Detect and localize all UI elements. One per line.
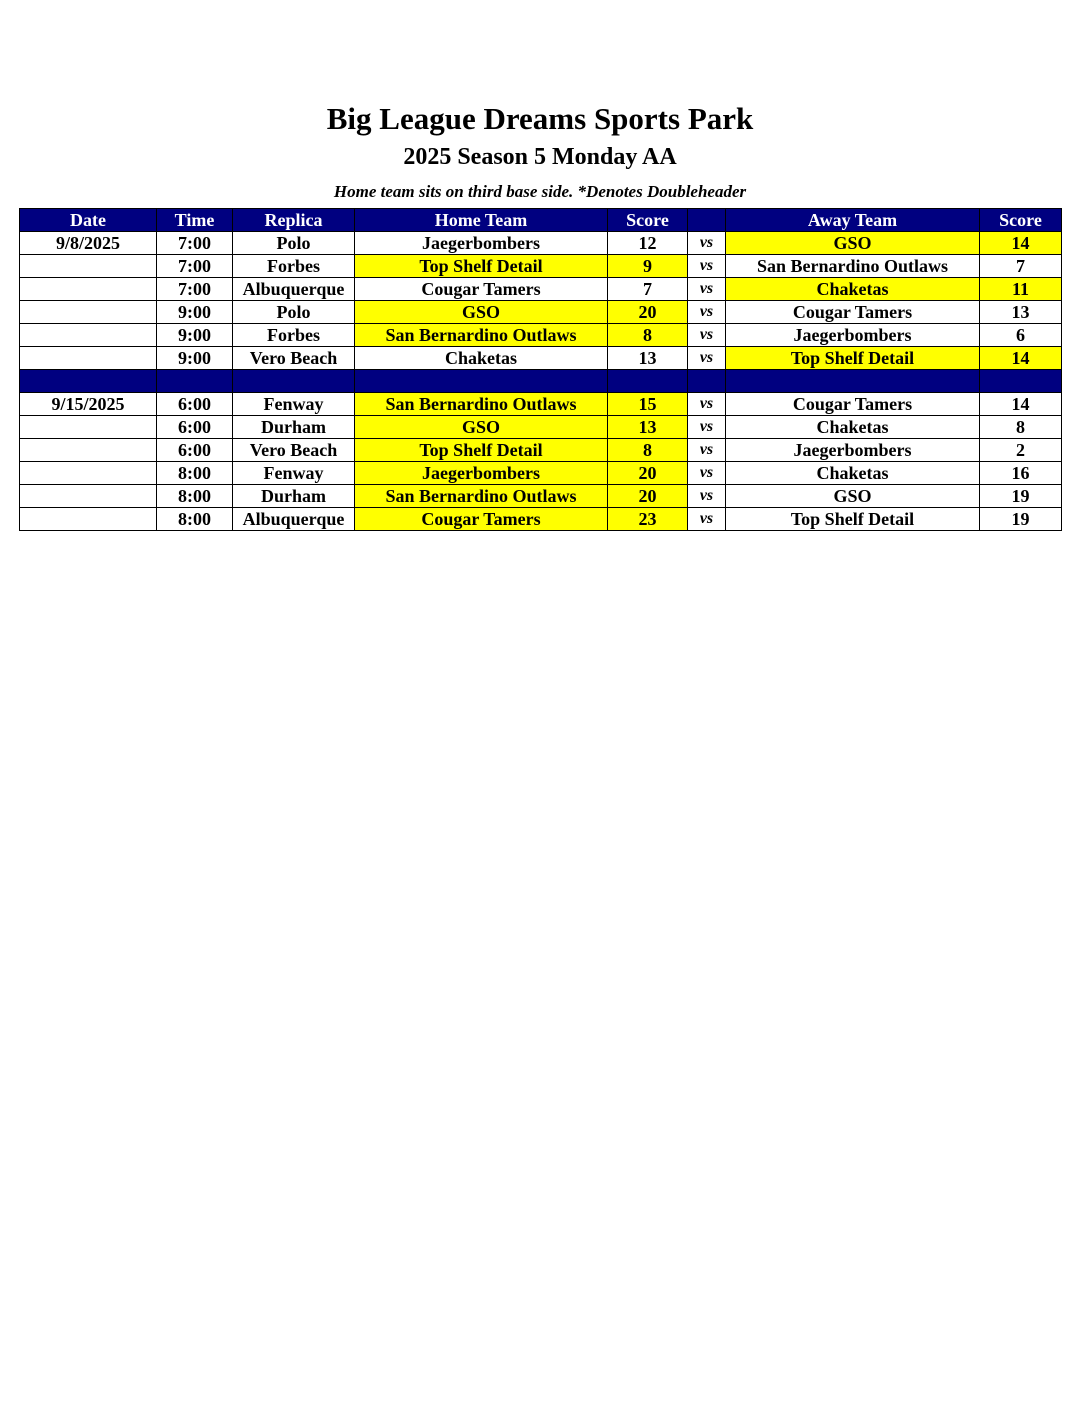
game-row: [20, 301, 1062, 324]
game-replica: Fenway: [233, 462, 355, 485]
game-replica: Albuquerque: [233, 508, 355, 531]
game-row: [20, 278, 1062, 301]
game-replica: Durham: [233, 485, 355, 508]
game-replica: Polo: [233, 301, 355, 324]
game-date: 9/8/2025: [20, 232, 157, 255]
game-row: [20, 462, 1062, 485]
game-row: [20, 416, 1062, 439]
game-row: [20, 324, 1062, 347]
game-date: [20, 255, 157, 278]
vs-label: vs: [688, 485, 726, 508]
vs-label: vs: [688, 393, 726, 416]
game-date: [20, 278, 157, 301]
week-separator-row: [20, 370, 1062, 393]
game-date: [20, 347, 157, 370]
away-score: 19: [980, 508, 1062, 531]
game-replica: Polo: [233, 232, 355, 255]
column-header-home-score: Score: [608, 209, 688, 232]
home-team: Cougar Tamers: [355, 278, 608, 301]
away-team: San Bernardino Outlaws: [726, 255, 980, 278]
home-score: 20: [608, 462, 688, 485]
vs-label: vs: [688, 347, 726, 370]
away-team: GSO: [726, 485, 980, 508]
home-team: San Bernardino Outlaws: [355, 485, 608, 508]
home-team: San Bernardino Outlaws: [355, 324, 608, 347]
vs-label: vs: [688, 278, 726, 301]
away-team: Chaketas: [726, 462, 980, 485]
vs-label: vs: [688, 301, 726, 324]
home-team: Top Shelf Detail: [355, 255, 608, 278]
away-score: 6: [980, 324, 1062, 347]
vs-label: vs: [688, 232, 726, 255]
vs-label: vs: [688, 462, 726, 485]
home-score: 7: [608, 278, 688, 301]
away-score: 14: [980, 393, 1062, 416]
home-score: 9: [608, 255, 688, 278]
away-score: 19: [980, 485, 1062, 508]
game-time: 9:00: [157, 347, 233, 370]
column-header-home-team: Home Team: [355, 209, 608, 232]
home-score: 13: [608, 416, 688, 439]
away-team: GSO: [726, 232, 980, 255]
schedule-note: Home team sits on third base side. *Denotes Doubleheader: [333, 182, 747, 201]
game-replica: Forbes: [233, 324, 355, 347]
away-score: 7: [980, 255, 1062, 278]
game-replica: Durham: [233, 416, 355, 439]
page-title: Big League Dreams Sports Park: [326, 101, 754, 136]
game-time: 9:00: [157, 301, 233, 324]
column-header-vs: [688, 209, 726, 232]
vs-label: vs: [688, 324, 726, 347]
game-date: [20, 301, 157, 324]
game-replica: Fenway: [233, 393, 355, 416]
vs-label: vs: [688, 255, 726, 278]
away-score: 14: [980, 347, 1062, 370]
home-score: 13: [608, 347, 688, 370]
home-team: Top Shelf Detail: [355, 439, 608, 462]
game-row: [20, 255, 1062, 278]
column-header-time: Time: [157, 209, 233, 232]
game-time: 6:00: [157, 416, 233, 439]
game-time: 6:00: [157, 393, 233, 416]
away-team: Top Shelf Detail: [726, 508, 980, 531]
game-time: 9:00: [157, 324, 233, 347]
away-score: 11: [980, 278, 1062, 301]
game-row: [20, 347, 1062, 370]
game-date: [20, 508, 157, 531]
home-score: 8: [608, 324, 688, 347]
away-team: Cougar Tamers: [726, 301, 980, 324]
home-score: 20: [608, 485, 688, 508]
home-team: San Bernardino Outlaws: [355, 393, 608, 416]
away-team: Jaegerbombers: [726, 439, 980, 462]
game-replica: Vero Beach: [233, 439, 355, 462]
game-date: 9/15/2025: [20, 393, 157, 416]
game-row: [20, 439, 1062, 462]
away-score: 8: [980, 416, 1062, 439]
home-team: GSO: [355, 301, 608, 324]
column-header-away-team: Away Team: [726, 209, 980, 232]
away-team: Jaegerbombers: [726, 324, 980, 347]
header-row: [20, 209, 1062, 232]
vs-label: vs: [688, 508, 726, 531]
home-team: Jaegerbombers: [355, 462, 608, 485]
game-date: [20, 485, 157, 508]
game-replica: Forbes: [233, 255, 355, 278]
game-replica: Vero Beach: [233, 347, 355, 370]
game-replica: Albuquerque: [233, 278, 355, 301]
game-time: 7:00: [157, 255, 233, 278]
game-time: 7:00: [157, 232, 233, 255]
home-score: 8: [608, 439, 688, 462]
game-date: [20, 462, 157, 485]
away-team: Top Shelf Detail: [726, 347, 980, 370]
vs-label: vs: [688, 416, 726, 439]
page-subtitle: 2025 Season 5 Monday AA: [403, 144, 677, 170]
game-time: 7:00: [157, 278, 233, 301]
game-date: [20, 324, 157, 347]
away-score: 14: [980, 232, 1062, 255]
game-time: 8:00: [157, 508, 233, 531]
column-header-replica: Replica: [233, 209, 355, 232]
home-team: Jaegerbombers: [355, 232, 608, 255]
game-row: [20, 393, 1062, 416]
home-team: Chaketas: [355, 347, 608, 370]
away-team: Chaketas: [726, 278, 980, 301]
home-score: 20: [608, 301, 688, 324]
game-row: [20, 232, 1062, 255]
schedule-table: [19, 208, 1062, 531]
game-time: 6:00: [157, 439, 233, 462]
away-team: Cougar Tamers: [726, 393, 980, 416]
home-score: 15: [608, 393, 688, 416]
away-score: 2: [980, 439, 1062, 462]
away-score: 16: [980, 462, 1062, 485]
game-time: 8:00: [157, 462, 233, 485]
home-team: Cougar Tamers: [355, 508, 608, 531]
vs-label: vs: [688, 439, 726, 462]
column-header-away-score: Score: [980, 209, 1062, 232]
away-team: Chaketas: [726, 416, 980, 439]
game-time: 8:00: [157, 485, 233, 508]
game-row: [20, 508, 1062, 531]
game-date: [20, 439, 157, 462]
away-score: 13: [980, 301, 1062, 324]
home-team: GSO: [355, 416, 608, 439]
home-score: 23: [608, 508, 688, 531]
game-date: [20, 416, 157, 439]
game-row: [20, 485, 1062, 508]
column-header-date: Date: [20, 209, 157, 232]
home-score: 12: [608, 232, 688, 255]
